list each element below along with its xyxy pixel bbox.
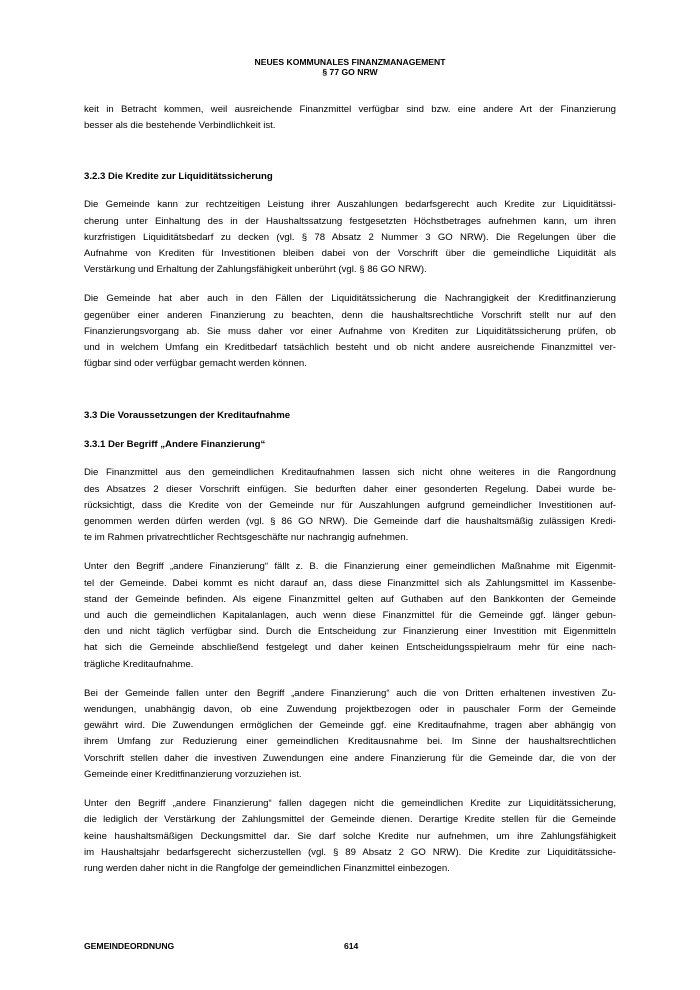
heading-3-3-1: 3.3.1 Der Begriff „Andere Finanzierung“ — [84, 439, 266, 451]
text-line: rung werden daher nicht in die Rangfolge der gemeindlichen Finanzmittel einbezogen. — [84, 862, 450, 874]
text-line: wendungen, unabhängig davon, ob eine Zuwendung projektbezogen oder in pauschaler Form der Gemeinde — [84, 704, 616, 716]
footer-label: GEMEINDEORDNUNG — [84, 941, 175, 951]
text-line: genommen werden dürfen werden (vgl. § 86 GO NRW). Die Gemeinde darf die haushaltsmäßig zulässigen Kredi- — [84, 516, 616, 528]
text-line: Aufnahme von Krediten für Investitionen bleiben dabei von der Vorschrift über die gemeindliche Liquidität als — [84, 248, 616, 260]
text-line: tel der Gemeinde. Dabei kommt es nicht darauf an, dass diese Finanzmittel sich als Zahlungsmittel im Kassenbe- — [84, 577, 616, 589]
text-line: gewährt wird. Die Zuwendungen ermöglichen der Gemeinde ggf. eine Kreditaufnahme, tragen aber abhängig von — [84, 720, 616, 732]
paragraph-3-2-3-a — [84, 197, 616, 278]
header-section: § 77 GO NRW — [322, 67, 378, 77]
text-line: Die Gemeinde hat aber auch in den Fällen der Liquiditätssicherung die Nachrangigkeit der Kreditfinanzierung — [84, 293, 616, 305]
text-line: im Haushaltsjahr bedarfsgerecht sicherzustellen (vgl. § 89 Absatz 2 GO NRW). Die Kredite zur Liquiditätssiche- — [84, 846, 616, 858]
text-line: Unter den Begriff „andere Finanzierung“ fallen dagegen nicht die gemeindlichen Kredite zur Liquiditätssicherung, — [84, 798, 616, 810]
text-line: und in welchem Umfang ein Kreditbedarf tatsächlich besteht und ob nicht andere ausreichende Finanzmittel ver- — [84, 342, 616, 354]
heading-3-3: 3.3 Die Voraussetzungen der Kreditaufnahme — [84, 410, 291, 422]
paragraph-3-3-1-c — [84, 686, 616, 783]
page-content — [84, 102, 616, 877]
text-line: trägliche Kreditaufnahme. — [84, 658, 194, 670]
header-title: NEUES KOMMUNALES FINANZMANAGEMENT — [254, 57, 446, 67]
text-line: gegenüber einer anderen Finanzierung zu beachten, denn die haushaltsrechtliche Vorschrift stellt nur auf den — [84, 309, 616, 321]
text-line: fügbar sind oder verfügbar gemacht werden können. — [84, 358, 307, 370]
text-line: Vorschrift stellen daher die investiven Zuwendungen eine andere Finanzierung für die Gemeinde dar, die von der — [84, 752, 616, 764]
text-line: rücksichtigt, dass die Kredite von der Gemeinde nur für Auszahlungen aufgrund gemeindlicher Investitionen auf- — [84, 499, 616, 511]
intro-paragraph — [84, 102, 616, 134]
text-line: den und nicht täglich verfügbar sind. Durch die Entscheidung zur Finanzierung einer Investition mit Eigenmitteln — [84, 626, 616, 638]
text-line: hat sich die Gemeinde abschließend festgelegt und daher keinen Entscheidungsspielraum mehr für eine nach- — [84, 642, 616, 654]
paragraph-3-3-1-d — [84, 796, 616, 877]
text-line: keine haushaltsmäßigen Deckungsmittel dar. Sie darf solche Kredite nur aufnehmen, um ihre Zahlungsfähigkeit — [84, 830, 616, 842]
text-line: ihrem Umfang zur Reduzierung einer gemeindlichen Kreditausnahme bei. Im Sinne der haushaltsrechtlichen — [84, 736, 616, 748]
paragraph-3-2-3-b — [84, 291, 616, 372]
text-line: Finanzierungsvorgang ab. Sie muss daher vor einer Aufnahme von Krediten zur Liquiditätssicherung prüfen, ob — [84, 325, 616, 337]
text-line: Unter den Begriff „andere Finanzierung“ fällt z. B. die Finanzierung einer gemeindlichen Maßnahme mit Eigenmit- — [84, 561, 616, 573]
heading-3-2-3: 3.2.3 Die Kredite zur Liquiditätssicherung — [84, 171, 273, 183]
text-line: die lediglich der Verstärkung der Zahlungsmittel der Gemeinde dienen. Derartige Kredite stellen für die Gemeinde — [84, 814, 616, 826]
paragraph-3-3-1-a — [84, 465, 616, 546]
text-line: stand der Gemeinde befinden. Als eigene Finanzmittel gelten auf Guthaben auf den Bankkonten der Gemeinde — [84, 593, 616, 605]
text-line: und auch die gemeindlichen Kapitalanlagen, auch wenn diese Finanzmittel für die Gemeinde ggf. länger gebun- — [84, 610, 616, 622]
text-line: besser als die bestehende Verbindlichkeit ist. — [84, 120, 276, 132]
text-line: cherung unter Einhaltung des in der Haushaltssatzung festgesetzten Höchstbetrages aufnehmen kann, um ihren — [84, 215, 616, 227]
text-line: des Absatzes 2 dieser Vorschrift einfügen. Sie bedurften daher einer gesonderten Regelung. Dabei wurde be- — [84, 483, 616, 495]
page-number: 614 — [344, 941, 359, 951]
text-line: Gemeinde einer Kreditfinanzierung vorzuziehen ist. — [84, 768, 302, 780]
text-line: Die Finanzmittel aus den gemeindlichen Kreditaufnahmen lassen sich nicht ohne weiteres in die Rangordnung — [84, 467, 616, 479]
text-line: Die Gemeinde kann zur rechtzeitigen Leistung ihrer Auszahlungen bedarfsgerecht auch Kredite zur Liquiditätssi- — [84, 199, 616, 211]
text-line: te im Rahmen privatrechtlicher Rechtsgeschäfte nur nachrangig aufnehmen. — [84, 532, 409, 544]
paragraph-3-3-1-b — [84, 559, 616, 672]
text-line: keit in Betracht kommen, weil ausreichende Finanzmittel verfügbar sind bzw. eine andere Art der Finanzierung — [84, 104, 616, 115]
text-line: Verstärkung und Erhaltung der Zahlungsfähigkeit unberührt (vgl. § 86 GO NRW). — [84, 264, 427, 276]
text-line: Bei der Gemeinde fallen unter den Begriff „andere Finanzierung“ auch die von Dritten erhaltenen investiven Zu- — [84, 687, 616, 699]
text-line: kurzfristigen Liquiditätsbedarf zu decken (vgl. § 78 Absatz 2 Nummer 3 GO NRW). Die Regelungen über die — [84, 231, 616, 243]
page-header — [0, 57, 700, 77]
